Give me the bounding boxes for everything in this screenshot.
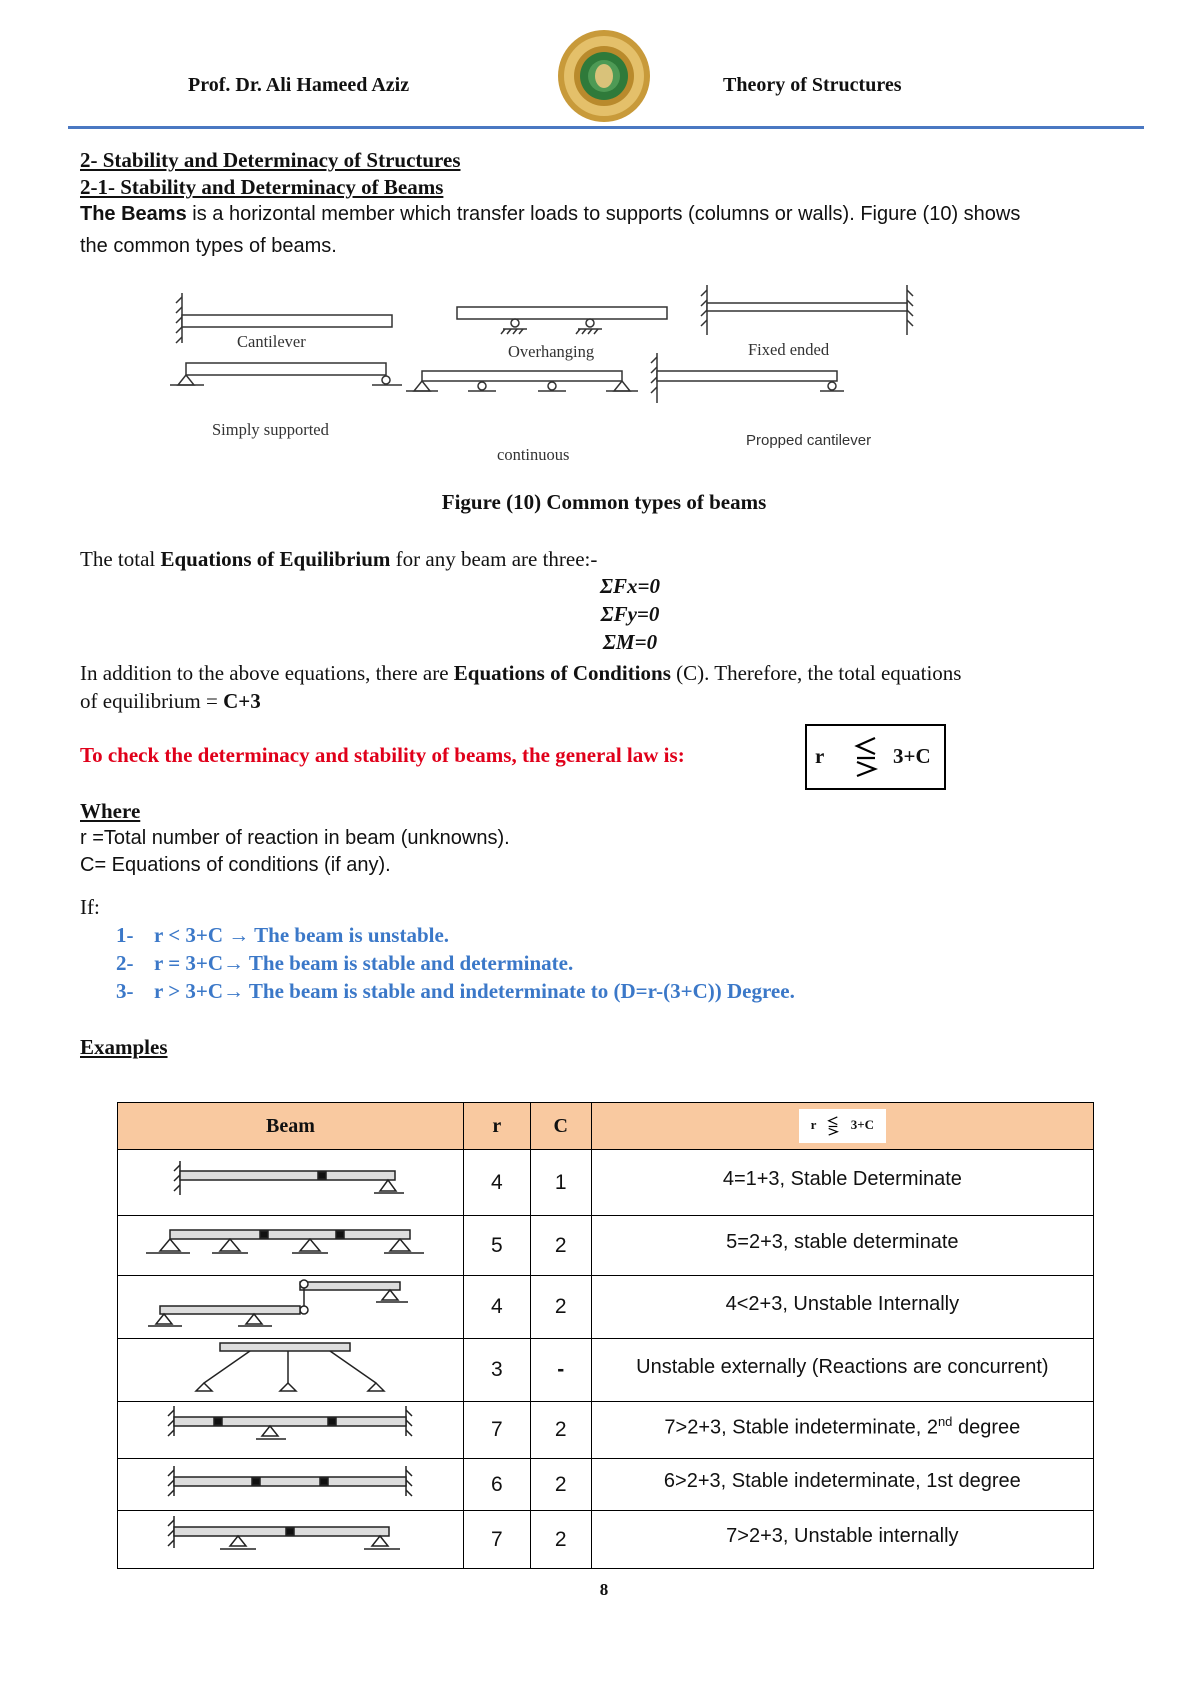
general-law-statement: To check the determinacy and stability of beams, the general law is: — [80, 743, 685, 767]
general-law-box — [805, 724, 946, 790]
law-box-3c: 3+C — [893, 744, 931, 768]
beam-diagram-cell — [118, 1402, 464, 1459]
cell-status: 6>2+3, Stable indeterminate, 1st degree — [591, 1459, 1093, 1511]
figure-caption: Figure (10) Common types of beams — [441, 490, 767, 514]
table-row — [118, 1216, 1094, 1276]
table-row — [118, 1339, 1094, 1402]
beam-diagram-cell — [118, 1511, 464, 1569]
beam-diagram-cell — [118, 1216, 464, 1276]
status-post: degree — [952, 1416, 1021, 1439]
condition-1 — [116, 921, 449, 950]
header-law — [591, 1103, 1093, 1150]
table-row — [118, 1402, 1094, 1459]
header-law-r: r — [810, 1116, 817, 1132]
cell-r: 7 — [463, 1511, 530, 1569]
table-row — [118, 1276, 1094, 1339]
label-simply-supported: Simply supported — [212, 420, 329, 439]
beam-diagram-7 — [160, 1512, 420, 1562]
cell-status: 4<2+3, Unstable Internally — [591, 1276, 1093, 1339]
cell-r: 5 — [463, 1216, 530, 1276]
header-r: r — [463, 1103, 530, 1150]
beam-diagram-2 — [140, 1218, 440, 1268]
beam-diagram-3 — [140, 1276, 440, 1332]
comparison-symbol-icon — [825, 1115, 841, 1137]
beam-diagram-cell — [118, 1459, 464, 1511]
cell-c: 2 — [530, 1276, 591, 1339]
continuous-beam-diagram — [406, 371, 638, 391]
cell-c: 2 — [530, 1511, 591, 1569]
equation-sum-fx: ΣFx=0 — [600, 574, 660, 598]
cell-status: 5=2+3, stable determinate — [591, 1216, 1093, 1276]
cond-bold: Equations of Conditions — [453, 661, 671, 685]
cell-r: 4 — [463, 1276, 530, 1339]
condition-2-text: r = 3+C→ The beam is stable and determinate. — [154, 951, 574, 975]
table-row — [118, 1150, 1094, 1216]
cond-pre: In addition to the above equations, there are — [80, 661, 454, 685]
cell-c: 1 — [530, 1150, 591, 1216]
conditions-paragraph — [80, 659, 961, 687]
cell-r: 6 — [463, 1459, 530, 1511]
propped-cantilever-beam-diagram — [651, 353, 844, 403]
label-fixed-ended: Fixed ended — [748, 340, 830, 359]
condition-1-num: 1- — [116, 923, 134, 947]
equilibrium-intro-pre: The total — [80, 547, 161, 571]
table-row — [118, 1459, 1094, 1511]
equation-sum-fy: ΣFy=0 — [600, 602, 660, 626]
condition-2 — [116, 949, 573, 978]
examples-table — [117, 1102, 1094, 1569]
status-sup: nd — [937, 1414, 953, 1430]
cond-line2-pre: of equilibrium = — [80, 689, 224, 713]
beam-diagram-5 — [160, 1402, 420, 1452]
intro-paragraph — [80, 200, 1020, 228]
simply-supported-beam-diagram — [170, 363, 402, 385]
condition-3-num: 3- — [116, 979, 134, 1003]
conditions-line2 — [80, 687, 261, 715]
intro-bold: The Beams — [80, 203, 187, 225]
condition-3 — [116, 977, 795, 1006]
cell-c: 2 — [530, 1216, 591, 1276]
equation-sum-m: ΣM=0 — [602, 630, 658, 654]
header-author: Prof. Dr. Ali Hameed Aziz — [188, 74, 410, 96]
cell-r: 4 — [463, 1150, 530, 1216]
beam-diagram-cell — [118, 1276, 464, 1339]
beam-diagram-6 — [160, 1460, 420, 1504]
header-c: C — [530, 1103, 591, 1150]
fixed-ended-beam-diagram — [701, 285, 913, 335]
overhanging-beam-diagram — [457, 307, 667, 334]
c-definition: C= Equations of conditions (if any). — [80, 854, 391, 876]
table-row — [118, 1511, 1094, 1569]
cond-post: (C). Therefore, the total equations — [670, 661, 962, 685]
examples-title: Examples — [80, 1035, 168, 1059]
equilibrium-intro-bold: Equations of Equilibrium — [160, 547, 391, 571]
condition-1-text: r < 3+C → The beam is unstable. — [154, 923, 450, 947]
header-law-3c: 3+C — [850, 1116, 875, 1132]
beam-diagram-cell — [118, 1339, 464, 1402]
equilibrium-intro — [80, 545, 597, 573]
r-definition: r =Total number of reaction in beam (unknowns). — [80, 827, 510, 849]
condition-2-num: 2- — [116, 951, 134, 975]
label-cantilever: Cantilever — [237, 332, 306, 351]
cell-r: 7 — [463, 1402, 530, 1459]
beam-diagram-4 — [180, 1339, 400, 1395]
cell-status: 4=1+3, Stable Determinate — [591, 1150, 1093, 1216]
law-box-r: r — [815, 744, 825, 768]
intro-rest: is a horizontal member which transfer loads to supports (columns or walls). Figure (10) shows — [186, 203, 1021, 225]
table-header-row — [118, 1103, 1094, 1150]
cell-r: 3 — [463, 1339, 530, 1402]
cell-status: Unstable externally (Reactions are concurrent) — [591, 1339, 1093, 1402]
label-overhanging: Overhanging — [508, 342, 595, 361]
page-number: 8 — [599, 1580, 609, 1599]
status-pre: 7>2+3, Stable indeterminate, 2 — [664, 1416, 938, 1439]
intro-line2: the common types of beams. — [80, 235, 337, 257]
header-beam: Beam — [118, 1103, 464, 1150]
university-seal-logo — [556, 28, 652, 124]
label-propped-cantilever: Propped cantilever — [746, 432, 872, 449]
label-continuous: continuous — [497, 445, 570, 464]
cell-status — [591, 1402, 1093, 1459]
cond-line2-bold: C+3 — [223, 689, 261, 713]
where-title: Where — [80, 799, 141, 823]
if-label: If: — [80, 895, 100, 919]
beam-diagram-1 — [160, 1155, 420, 1205]
header-course: Theory of Structures — [723, 74, 902, 96]
condition-3-text: r > 3+C→ The beam is stable and indeterminate to (D=r-(3+C)) Degree. — [154, 979, 795, 1003]
beam-diagram-cell — [118, 1150, 464, 1216]
section-subtitle: 2-1- Stability and Determinacy of Beams — [80, 175, 444, 199]
cell-status: 7>2+3, Unstable internally — [591, 1511, 1093, 1569]
cell-c: 2 — [530, 1459, 591, 1511]
equilibrium-intro-post: for any beam are three:- — [390, 547, 598, 571]
cell-c: - — [530, 1339, 591, 1402]
header-rule — [68, 126, 1144, 129]
cell-c: 2 — [530, 1402, 591, 1459]
section-title: 2- Stability and Determinacy of Structures — [80, 148, 461, 172]
comparison-symbol-icon — [851, 734, 881, 780]
